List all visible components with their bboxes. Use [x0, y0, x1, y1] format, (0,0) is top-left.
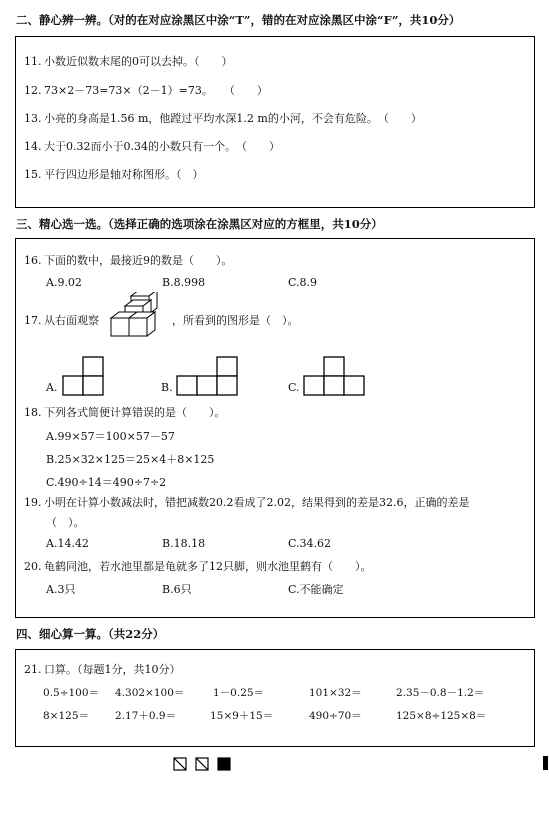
- question-number: 15.: [24, 168, 42, 181]
- question-15: [24, 166, 204, 182]
- calc-item: 125×8÷125×8＝: [396, 710, 487, 722]
- option-c-figure: [302, 356, 366, 398]
- section-4-title: 四、细心算一算。（共22分）: [16, 627, 165, 641]
- question-number: 13.: [24, 112, 42, 125]
- calc-item: 2.35－0.8－1.2＝: [396, 687, 485, 699]
- question-20: [24, 558, 372, 574]
- option-b-label: B.: [161, 381, 173, 394]
- question-number: 11.: [24, 55, 42, 68]
- option-c: C.不能确定: [288, 583, 344, 596]
- option-c: C.8.9: [288, 276, 318, 289]
- calc-item: 8×125＝: [43, 710, 90, 722]
- question-text: 龟鹤同池，若水池里都是龟就多了12只脚，则水池里鹤有（ ）。: [44, 560, 372, 573]
- question-number: 16.: [24, 254, 42, 267]
- question-number: 20.: [24, 560, 42, 573]
- question-12: [24, 82, 268, 98]
- question-19: [24, 494, 469, 510]
- option-c-label: C.: [288, 381, 300, 394]
- question-text-before: 从右面观察: [44, 314, 99, 327]
- question-text: 大于0.32而小于0.34的小数只有一个。 （ ）: [44, 140, 280, 153]
- question-text: 口算。（每题1分，共10分）: [44, 663, 181, 676]
- cube-stack-figure: [105, 292, 165, 348]
- question-text: 73×2－73=73×（2－1）=73。 （ ）: [44, 84, 268, 97]
- calc-item: 490÷70＝: [309, 710, 362, 722]
- question-number: 14.: [24, 140, 42, 153]
- question-text: 小数近似数末尾的0可以去掉。（ ）: [44, 55, 233, 68]
- option-a: A.9.02: [46, 276, 82, 289]
- calc-item: 4.302×100＝: [115, 687, 185, 699]
- option-b-figure: [175, 356, 239, 398]
- question-text: 平行四边形是轴对称图形。（ ）: [44, 168, 204, 181]
- question-number: 17.: [24, 314, 42, 327]
- option-c: C.34.62: [288, 537, 332, 550]
- option-a-figure: [61, 356, 107, 398]
- scan-markers: [172, 756, 234, 772]
- question-text-line1: 小明在计算小数减法时，错把减数20.2看成了2.02，结果得到的差是32.6，正确的差是: [44, 496, 470, 509]
- question-17-text-after: ，所看到的图形是（ ）。: [172, 314, 299, 327]
- question-text: 小亮的身高是1.56 m，他蹚过平均水深1.2 m的小河，不会有危险。 （ ）: [44, 112, 422, 125]
- question-13: [24, 110, 422, 126]
- question-number: 12.: [24, 84, 42, 97]
- option-a: A.3只: [46, 583, 76, 596]
- question-14: [24, 138, 280, 154]
- edge-marker: [543, 756, 548, 770]
- option-a-label: A.: [46, 381, 58, 394]
- question-16: [24, 252, 233, 268]
- calc-item: 101×32＝: [309, 687, 362, 699]
- calc-item: 1－0.25＝: [213, 687, 265, 699]
- question-text: 下面的数中，最接近9的数是（ ）。: [44, 254, 233, 267]
- question-text: 下列各式简便计算错误的是（ ）。: [44, 406, 226, 419]
- calc-item: 2.17＋0.9＝: [115, 710, 177, 722]
- section-2-title: 二、静心辨一辨。（对的在对应涂黑区中涂“T”，错的在对应涂黑区中涂“F”，共10分）: [16, 13, 461, 27]
- question-number: 18.: [24, 406, 42, 419]
- question-number: 21.: [24, 663, 42, 676]
- question-11: [24, 53, 233, 69]
- option-b: B.8.998: [162, 276, 206, 289]
- option-a: A.14.42: [46, 537, 89, 550]
- option-c: C.490÷14＝490÷7÷2: [46, 476, 167, 489]
- option-b: B.6只: [162, 583, 192, 596]
- question-number: 19.: [24, 496, 42, 509]
- question-17: [24, 312, 99, 328]
- option-a: A.99×57＝100×57－57: [46, 430, 175, 443]
- section-3-title: 三、精心选一选。（选择正确的选项涂在涂黑区对应的方框里，共10分）: [16, 217, 383, 231]
- option-b: B.25×32×125＝25×4＋8×125: [46, 453, 215, 466]
- calc-item: 0.5÷100＝: [43, 687, 100, 699]
- question-18: [24, 404, 226, 420]
- question-21: [24, 661, 181, 677]
- calc-item: 15×9＋15＝: [210, 710, 274, 722]
- question-19-line2: （ ）。: [46, 516, 85, 529]
- option-b: B.18.18: [162, 537, 206, 550]
